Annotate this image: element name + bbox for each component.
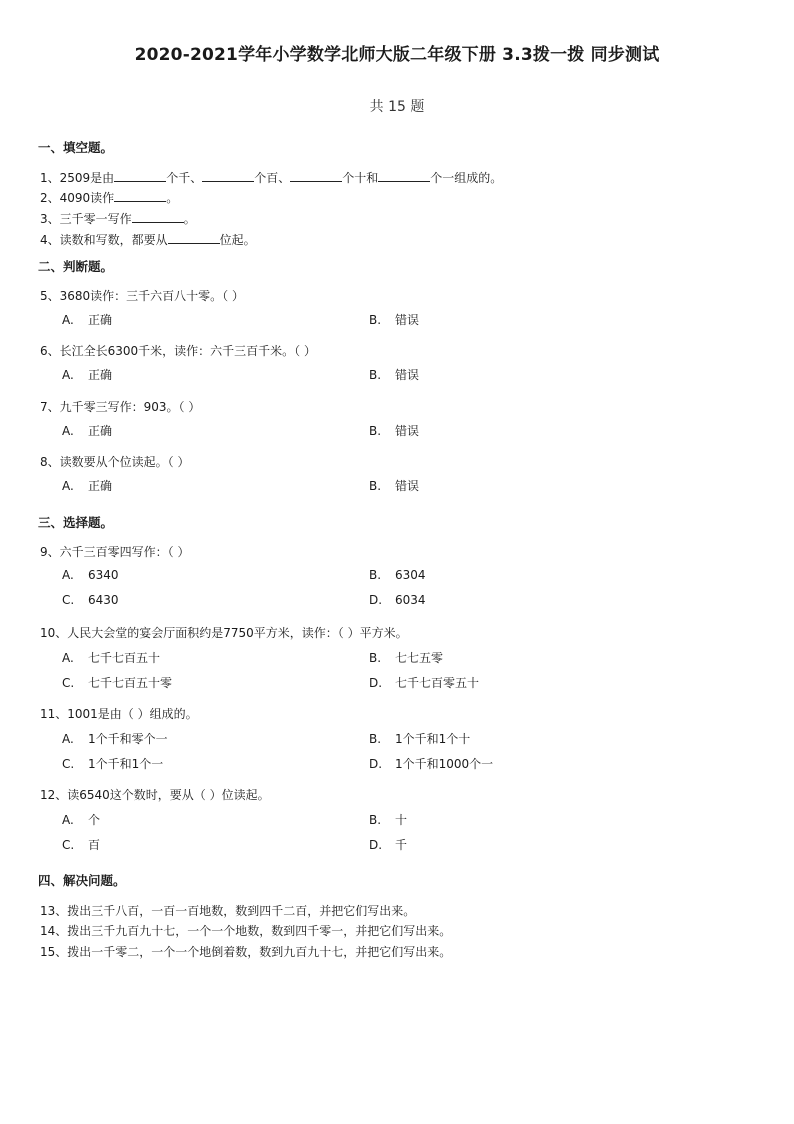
option-a[interactable]: A. 个 [62, 813, 101, 827]
answer-blank[interactable] [290, 170, 342, 182]
option-b[interactable]: B. 错误 [369, 313, 420, 327]
option-c[interactable]: C. 1个千和1个一 [62, 757, 164, 771]
option-d[interactable]: D. 1个千和1000个一 [369, 757, 494, 771]
option-b[interactable]: B. 6304 [369, 568, 426, 582]
option-b[interactable]: B. 错误 [369, 368, 420, 382]
section-fill-blank: 一、填空题。 [38, 140, 114, 155]
q1-text: 个百、 [254, 171, 291, 185]
option-a[interactable]: A. 1个千和零个一 [62, 732, 168, 746]
option-b[interactable]: B. 错误 [369, 479, 420, 493]
question-8: 8、读数要从个位读起。（ ） [40, 455, 190, 469]
option-a[interactable]: A. 正确 [62, 313, 113, 327]
option-c[interactable]: C. 百 [62, 838, 101, 852]
q1-text: 个十和 [342, 171, 379, 185]
option-a[interactable]: A. 七千七百五十 [62, 651, 161, 665]
question-14: 14、拨出三千九百九十七，一个一个地数，数到四千零一，并把它们写出来。 [40, 924, 452, 938]
section-true-false: 二、判断题。 [38, 259, 114, 274]
q1-text: 个千、 [166, 171, 203, 185]
option-c[interactable]: C. 6430 [62, 593, 119, 607]
question-2 [40, 189, 178, 206]
option-a[interactable]: A. 正确 [62, 368, 113, 382]
answer-blank[interactable] [114, 170, 166, 182]
option-a[interactable]: A. 正确 [62, 424, 113, 438]
question-13: 13、拨出三千八百，一百一百地数，数到四千二百，并把它们写出来。 [40, 904, 416, 918]
q1-text: 2509是由 [59, 171, 115, 185]
q3-text: 3、 [40, 212, 60, 226]
q4-text: 读数和写数，都要从 [59, 233, 168, 247]
question-1 [40, 169, 502, 186]
option-b[interactable]: B. 十 [369, 813, 408, 827]
q4-text: 4、 [40, 233, 60, 247]
answer-blank[interactable] [168, 232, 220, 244]
q1-text: 个一组成的。 [430, 171, 503, 185]
q3-text: 三千零一写作 [59, 212, 132, 226]
question-10: 10、人民大会堂的宴会厅面积约是7750平方米，读作：（ ）平方米。 [40, 626, 408, 640]
question-9: 9、六千三百零四写作：（ ） [40, 545, 190, 559]
question-7: 7、九千零三写作：903。（ ） [40, 400, 201, 414]
option-d[interactable]: D. 七千七百零五十 [369, 676, 480, 690]
option-b[interactable]: B. 七七五零 [369, 651, 444, 665]
section-multiple-choice: 三、选择题。 [38, 515, 114, 530]
answer-blank[interactable] [132, 211, 184, 223]
question-4 [40, 231, 256, 248]
option-a[interactable]: A. 正确 [62, 479, 113, 493]
q2-text: 2、 [40, 191, 60, 205]
question-12: 12、读6540这个数时，要从（ ）位读起。 [40, 788, 270, 802]
option-b[interactable]: B. 错误 [369, 424, 420, 438]
option-d[interactable]: D. 千 [369, 838, 408, 852]
question-3 [40, 210, 196, 227]
q3-text: 。 [183, 212, 196, 226]
question-6: 6、长江全长6300千米，读作：六千三百千米。（ ） [40, 344, 316, 358]
question-5: 5、3680读作：三千六百八十零。（ ） [40, 289, 244, 303]
q4-text: 位起。 [219, 233, 256, 247]
q2-text: 。 [166, 191, 179, 205]
question-11: 11、1001是由（ ）组成的。 [40, 707, 198, 721]
q1-text: 1、 [40, 171, 60, 185]
answer-blank[interactable] [114, 190, 166, 202]
option-d[interactable]: D. 6034 [369, 593, 426, 607]
section-problem-solving: 四、解决问题。 [38, 873, 126, 888]
option-a[interactable]: A. 6340 [62, 568, 119, 582]
answer-blank[interactable] [378, 170, 430, 182]
question-15: 15、拨出一千零二，一个一个地倒着数，数到九百九十七，并把它们写出来。 [40, 945, 452, 959]
q2-text: 4090读作 [59, 191, 115, 205]
question-count: 共 15 题 [369, 99, 425, 115]
option-c[interactable]: C. 七千七百五十零 [62, 676, 173, 690]
answer-blank[interactable] [202, 170, 254, 182]
option-b[interactable]: B. 1个千和1个十 [369, 732, 471, 746]
page-title: 2020-2021学年小学数学北师大版二年级下册 3.3拨一拨 同步测试 [134, 45, 660, 65]
